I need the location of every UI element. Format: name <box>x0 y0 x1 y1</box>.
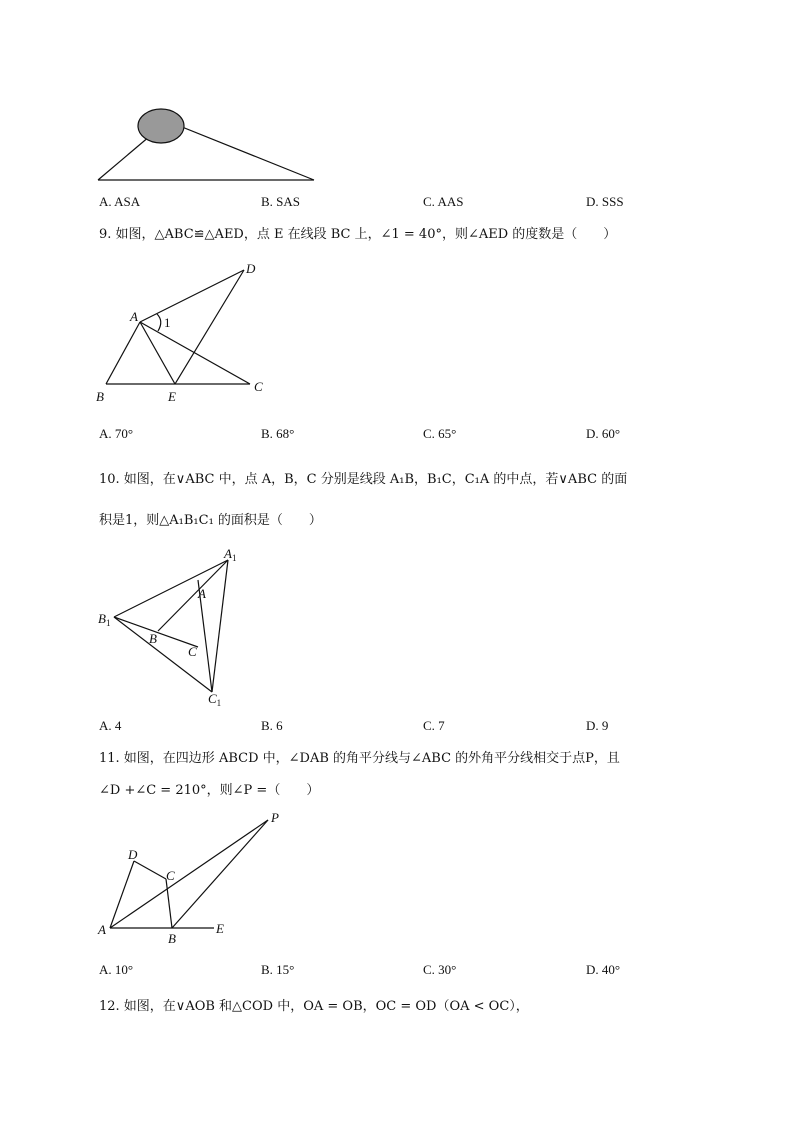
q10-label-A: A <box>198 586 206 601</box>
q9-stem: 9. 如图，△ABC≌△AED，点 E 在线段 BC 上，∠1 = 40°，则∠AED 的度数是（ ） <box>99 227 617 242</box>
q11-stem-line2: ∠D +∠C = 210°，则∠P =（ ） <box>99 783 320 798</box>
q11-label-C: C <box>166 868 175 883</box>
q9-segment-AC <box>140 322 250 384</box>
q11-option-a: A. 10° <box>99 962 134 977</box>
q11-segment-DC <box>134 861 166 879</box>
q10-segment-B1C1 <box>114 617 212 692</box>
q11-segment-AP <box>110 820 268 928</box>
q11-option-c: C. 30° <box>423 962 457 977</box>
q8-figure <box>90 100 330 190</box>
q10-label-C1: $C_1$ <box>208 691 222 708</box>
q11-segment-BP <box>172 820 268 928</box>
q8-option-b: B. SAS <box>261 194 301 209</box>
q10-figure <box>90 540 250 710</box>
q9-label-angle1: 1 <box>164 315 171 330</box>
q10-label-B: B <box>149 631 157 646</box>
q9-segment-AB <box>106 322 140 384</box>
q9-label-E: E <box>168 389 176 404</box>
q8-option-c: C. AAS <box>423 194 464 209</box>
q11-label-A: A <box>98 922 106 937</box>
q10-label-B1: $B_1$ <box>98 611 111 628</box>
q9-option-c: C. 65° <box>423 426 457 441</box>
q10-segment-A1B1 <box>114 560 228 617</box>
q10-option-a: A. 4 <box>99 718 122 733</box>
q10-segment-A1C1 <box>212 560 228 692</box>
q8-option-d: D. SSS <box>586 194 624 209</box>
q9-label-C: C <box>254 379 263 394</box>
q11-label-B: B <box>168 931 176 946</box>
q10-option-b: B. 6 <box>261 718 283 733</box>
q11-figure <box>90 808 290 948</box>
q11-label-E: E <box>216 921 224 936</box>
q10-option-d: D. 9 <box>586 718 609 733</box>
q11-option-d: D. 40° <box>586 962 621 977</box>
q9-label-B: B <box>96 389 104 404</box>
q8-ellipse <box>138 109 184 143</box>
q11-label-P: P <box>271 810 279 825</box>
q9-label-D: D <box>246 261 256 276</box>
q9-option-d: D. 60° <box>586 426 621 441</box>
q9-angle-arc <box>157 314 161 331</box>
q11-stem-line1: 11. 如图，在四边形 ABCD 中，∠DAB 的角平分线与∠ABC 的外角平分线相交于点P，且 <box>99 751 620 766</box>
q10-label-C: C <box>188 644 197 659</box>
q12-stem: 12. 如图，在∨AOB 和△COD 中，OA = OB，OC = OD（OA < OC）， <box>99 999 529 1014</box>
q8-right-line <box>182 127 314 180</box>
q11-label-D: D <box>128 847 138 862</box>
q11-option-b: B. 15° <box>261 962 295 977</box>
q9-figure <box>90 255 290 410</box>
q10-option-c: C. 7 <box>423 718 445 733</box>
q9-label-A: A <box>130 309 138 324</box>
q9-option-b: B. 68° <box>261 426 295 441</box>
q10-label-A1: $A_1$ <box>224 546 237 563</box>
q11-segment-AD <box>110 861 134 928</box>
q8-left-line <box>98 136 150 180</box>
q10-stem-line1: 10. 如图，在∨ABC 中，点 A，B，C 分别是线段 A₁B，B₁C，C₁A 的中点，若∨ABC 的面 <box>99 472 628 487</box>
q10-stem-line2: 积是1，则△A₁B₁C₁ 的面积是（ ） <box>99 513 322 528</box>
q9-option-a: A. 70° <box>99 426 134 441</box>
q10-segment-A1B <box>158 560 228 631</box>
q8-option-a: A. ASA <box>99 194 141 209</box>
